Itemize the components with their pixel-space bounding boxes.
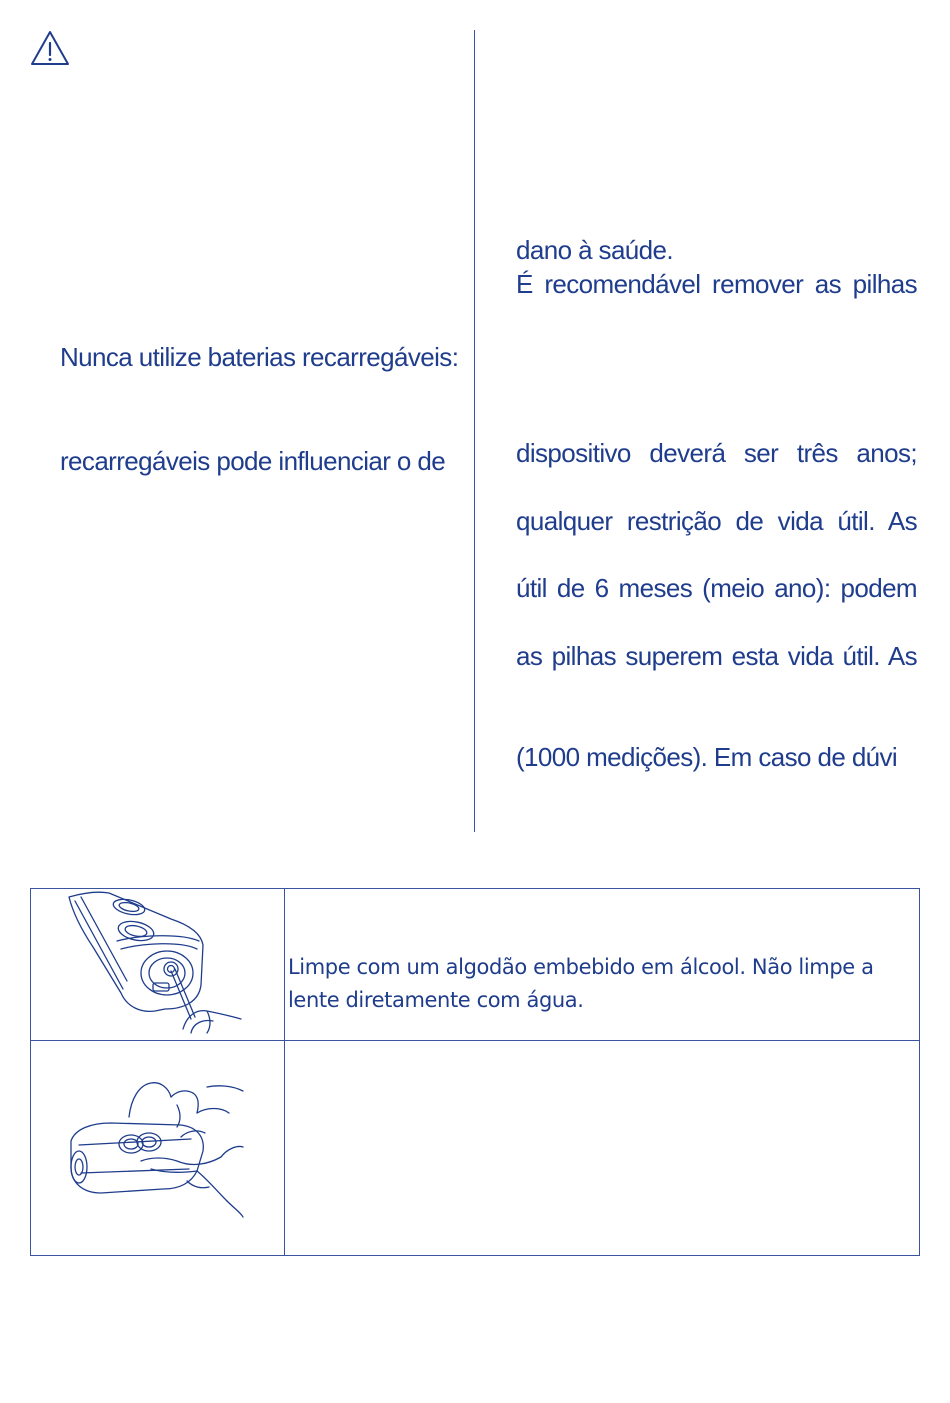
left-text-line: recarregáveis pode influenciar o de — [60, 446, 446, 476]
cleaning-instruction-text: Limpe com um algodão embebido em álcool. Não limpe a lente diretamente com água. — [288, 955, 874, 1012]
illustration-cell — [31, 1041, 285, 1255]
right-text-line: as pilhas superem esta vida útil. As — [516, 641, 917, 671]
right-text-line: útil de 6 meses (meio ano): podem — [516, 573, 917, 603]
care-table — [30, 888, 920, 1256]
table-row — [31, 889, 919, 1041]
thermometer-lens-cleaning-illustration — [31, 889, 284, 1040]
left-text-line: Nunca utilize baterias recarregáveis: — [60, 342, 459, 372]
instruction-cell — [285, 1041, 919, 1255]
right-text-line: dispositivo deverá ser três anos; — [516, 438, 917, 468]
right-text-line: dano à saúde. — [516, 235, 674, 265]
thermometer-hands-illustration — [31, 1041, 284, 1255]
table-row — [31, 1041, 919, 1255]
column-divider — [474, 30, 475, 832]
right-text-line: É recomendável remover as pilhas — [516, 269, 917, 299]
warning-triangle-icon — [30, 30, 70, 66]
illustration-cell — [31, 889, 285, 1040]
instruction-cell — [285, 889, 919, 1040]
right-text-line: (1000 medições). Em caso de dúvi — [516, 742, 898, 772]
right-text-line: qualquer restrição de vida útil. As — [516, 506, 917, 536]
